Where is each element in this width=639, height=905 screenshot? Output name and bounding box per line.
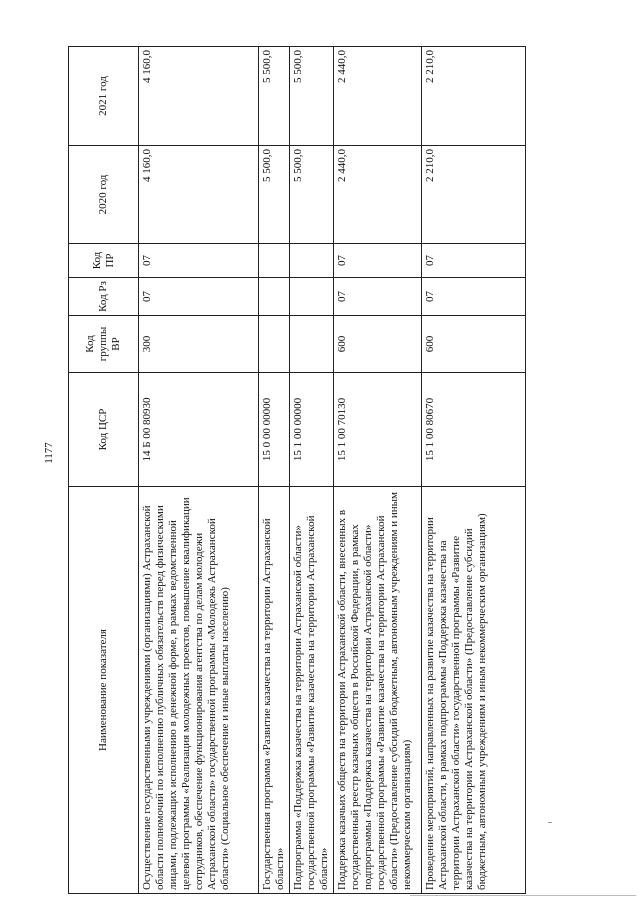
row-name: Осуществление государственными учреждениями (организациями) Астраханской области полномочий по исполнению публичных обязательств перед физическими лицами, подлежащих исполнению в денежной форме, в рамках ведомственной целевой программы «Реализация молодежных проектов, повышение квалификации сотрудников, обеспечение функционирования агентства по делам молодежи Астраханской области» государственной программы «Молодежь Астраханской области» (Социальное обеспечение и иные выплаты населению) <box>139 487 259 894</box>
table-row <box>422 47 526 894</box>
row-rz-code: 07 <box>334 278 422 316</box>
header-year-2021: 2021 год <box>69 47 139 146</box>
row-vr-code: 600 <box>422 316 526 373</box>
rotated-page-content <box>68 47 524 894</box>
row-csr-code: 15 1 00 00000 <box>290 373 334 487</box>
row-name: Проведение мероприятий, направленных на развитие казачества на территории Астраханской области, в рамках подпрограммы «Поддержка казачества на территории Астраханской области» государственной программы «Развитие казачества на территории Астраханской области» (Предоставление субсидий бюджетным, автономным учреждениям и иным некоммерческим организациям) <box>422 487 526 894</box>
row-rz-code <box>290 278 334 316</box>
row-vr-code <box>290 316 334 373</box>
table-header-row <box>69 47 139 894</box>
header-vr-code: Код группы ВР <box>69 316 139 373</box>
row-csr-code: 14 Б 00 80930 <box>139 373 259 487</box>
header-rz-code: Код Рз <box>69 278 139 316</box>
row-value-2021: 5 500,0 <box>290 47 334 146</box>
row-csr-code: 15 1 00 80670 <box>422 373 526 487</box>
row-value-2021: 2 210,0 <box>422 47 526 146</box>
row-value-2021: 4 160,0 <box>139 47 259 146</box>
table-row <box>334 47 422 894</box>
row-rz-code: 07 <box>422 278 526 316</box>
row-name: Подпрограмма «Поддержка казачества на территории Астраханской области» государственной программы «Развитие казачества на территории Астраханской области» <box>290 487 334 894</box>
row-pr-code: 07 <box>422 244 526 278</box>
row-value-2021: 2 440,0 <box>334 47 422 146</box>
row-pr-code <box>259 244 290 278</box>
row-value-2020: 2 210,0 <box>422 146 526 244</box>
row-pr-code: 07 <box>139 244 259 278</box>
table-row <box>139 47 259 894</box>
table-row <box>259 47 290 894</box>
row-value-2020: 5 500,0 <box>259 146 290 244</box>
row-name: Государственная программа «Развитие казачества на территории Астраханской области» <box>259 487 290 894</box>
header-year-2020: 2020 год <box>69 146 139 244</box>
row-name: Поддержка казачьих обществ на территории Астраханской области, внесенных в государственный реестр казачьих обществ в Российской Федерации, в рамках подпрограммы «Поддержка казачества на территории Астраханской области» государственной программы «Развитие казачества на территории Астраханской области» (Предоставление субсидий бюджетным, автономным учреждениям и иным некоммерческим организациям) <box>334 487 422 894</box>
row-vr-code <box>259 316 290 373</box>
row-value-2021: 5 500,0 <box>259 47 290 146</box>
page-number: 1177 <box>43 442 55 464</box>
row-vr-code: 600 <box>334 316 422 373</box>
row-value-2020: 5 500,0 <box>290 146 334 244</box>
row-pr-code <box>290 244 334 278</box>
row-vr-code: 300 <box>139 316 259 373</box>
row-value-2020: 4 160,0 <box>139 146 259 244</box>
scan-artifact <box>548 822 552 823</box>
budget-table <box>68 46 526 894</box>
row-rz-code: 07 <box>139 278 259 316</box>
header-csr-code: Код ЦСР <box>69 373 139 487</box>
row-pr-code: 07 <box>334 244 422 278</box>
row-rz-code <box>259 278 290 316</box>
scan-edge-line <box>410 895 636 896</box>
table-row <box>290 47 334 894</box>
header-pr-code: Код ПР <box>69 244 139 278</box>
row-value-2020: 2 440,0 <box>334 146 422 244</box>
header-name: Наименование показателя <box>69 487 139 894</box>
row-csr-code: 15 1 00 70130 <box>334 373 422 487</box>
row-csr-code: 15 0 00 00000 <box>259 373 290 487</box>
